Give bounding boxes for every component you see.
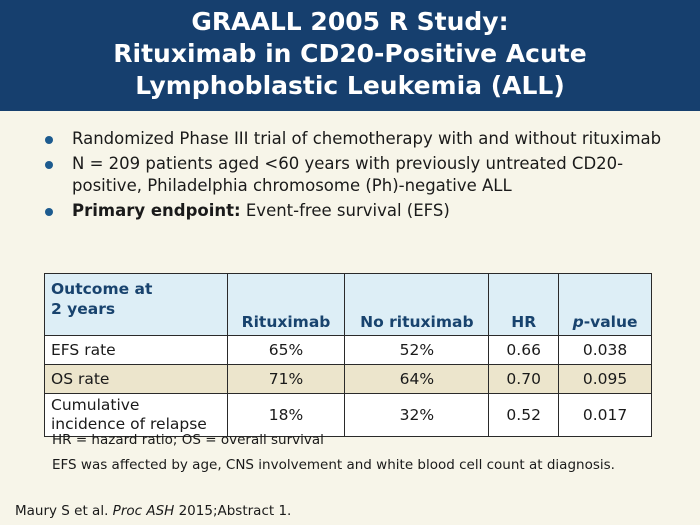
slide-title-line-3: Lymphoblastic Leukemia (ALL) [135,71,565,100]
slide-title-line-1: GRAALL 2005 R Study: [191,7,509,36]
header-rituximab: Rituximab [227,274,345,336]
footnote-efs-factors: EFS was affected by age, CNS involvement and white blood cell count at diagnosis. [52,457,615,473]
header-hr: HR [489,274,559,336]
header-outcome: Outcome at 2 years [45,274,228,336]
cell-hr: 0.66 [489,336,559,365]
cell-rituximab: 71% [227,365,345,394]
row-label: OS rate [45,365,228,394]
cell-p-value: 0.017 [559,394,652,437]
bullet-item-trial-design [40,128,680,150]
row-label: Cumulative incidence of relapse [45,394,228,437]
citation: Maury S et al. Proc ASH 2015;Abstract 1. [15,503,292,519]
bullet-text: Randomized Phase III trial of chemotherapy with and without rituximab [72,129,662,148]
table-row [45,365,652,394]
footnote-abbreviations: HR = hazard ratio; OS = overall survival [52,432,324,448]
cell-hr: 0.70 [489,365,559,394]
bullet-item-primary-endpoint [40,200,680,222]
citation-journal: Proc ASH [112,503,175,519]
cell-no-rituximab: 64% [345,365,489,394]
table-header-row [45,274,652,336]
cell-no-rituximab: 52% [345,336,489,365]
bullet-item-patients [40,153,680,197]
bullet-text: Event-free survival (EFS) [240,201,450,220]
table-row [45,336,652,365]
table-row [45,394,652,437]
cell-no-rituximab: 32% [345,394,489,437]
bullet-bold-label: Primary endpoint: [72,201,241,220]
bullet-dot-icon [45,136,53,144]
cell-rituximab: 18% [227,394,345,437]
header-no-rituximab: No rituximab [345,274,489,336]
row-label: EFS rate [45,336,228,365]
cell-rituximab: 65% [227,336,345,365]
outcomes-table [44,273,652,437]
slide-title-line-2: Rituximab in CD20-Positive Acute [113,39,587,68]
bullet-dot-icon [45,208,53,216]
cell-p-value: 0.095 [559,365,652,394]
bullet-text: N = 209 patients aged <60 years with previously untreated CD20-positive, Philadelphia chromosome (Ph)-negative ALL [72,154,624,195]
bullet-dot-icon [45,161,53,169]
cell-p-value: 0.038 [559,336,652,365]
bullet-list [40,128,680,225]
cell-hr: 0.52 [489,394,559,437]
header-p-value: p-value [559,274,652,336]
title-banner [0,0,700,111]
